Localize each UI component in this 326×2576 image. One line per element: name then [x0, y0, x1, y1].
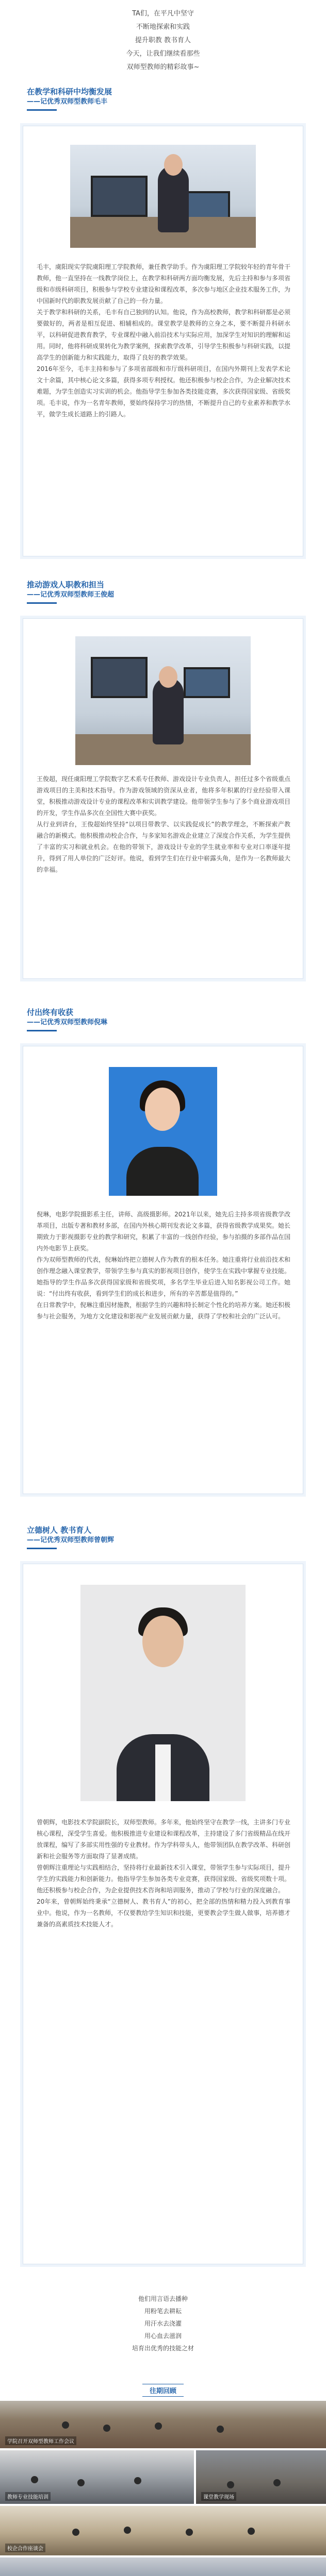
portrait-face [142, 1616, 184, 1667]
gallery-image[interactable] [196, 2450, 326, 2504]
closing-line: 用心血去滋润 [144, 2332, 182, 2340]
attendee-figure [124, 2527, 131, 2534]
attendee-figure [134, 2477, 141, 2484]
gallery-caption: 课堂教学现场 [201, 2492, 236, 2501]
attendee-figure [248, 2528, 255, 2535]
intro-line: 不断地探索和实践 [136, 23, 190, 31]
closing-line: 用粉笔去耕耘 [144, 2308, 182, 2315]
section-divider [27, 109, 57, 111]
section-text: 倪琳，电影学院摄影系主任，讲师、高级摄影师。2021年以来，她先后主持多项省级教学改革项目，出版专著和教材多部，在国内外核心期刊发表论文多篇，获得省级教学成果奖。她长期致力于影视摄影专业的教学和研究，积累了丰富的一线创作经验，参与拍摄的多部作品在国内外电影节上获奖。 作为双师型教师的代表，倪琳始终把立德树人作为教育的根本任务。她注重将行业前沿技术和创作理念融入课堂教学，带领学生参与真实的影视项目创作，使学生在实践中掌握专业技能。她指导的学生作品多次获得国家级和省级奖项，多名学生毕业后进入知名影视公司工作。她说：“付出终有收获，看到学生们的成长和进步，所有的辛苦都是值得的。” 在日常教学中，倪琳注重因材施教，根据学生的兴趣和特长制定个性化的培养方案。她还积极参与社会服务，为地方文化建设和影视产业发展贡献力量，获得了学校和社会的广泛认可。 [37, 1211, 291, 1320]
gallery-title [0, 2384, 326, 2397]
gallery-caption: 校企合作座谈会 [5, 2544, 45, 2552]
attendee-figure [186, 2529, 193, 2536]
attendee-figure [103, 2425, 110, 2432]
section-title: 立德树人 教书育人 [27, 1526, 92, 1535]
gallery-caption: 教师专业技能培训 [5, 2492, 51, 2501]
gallery-caption: 学院召开双师型教师工作会议 [5, 2436, 76, 2445]
section-title: 在教学和科研中均衡发展 [27, 87, 112, 96]
section-text: 毛丰，虞阳现实学院虞阳理工学院教师，兼任教学助手。作为虞阳理工学院较年轻的青年骨干教师，他一直坚持在一线教学岗位上，在教学和科研两方面均衡发展，先后主持和参与多项省级和市级科研项目，积极参与学校专业建设和课程改革，多次参与地区企业技术服务工作，为中国新时代的职教发展贡献了自己的一份力量。 关于教学和科研的关系，毛丰有自己独到的认知。他说，作为高校教师，教学和科研都是必须要做好的，两者是相互促进、相辅相成的。课堂教学是教师的立身之本，要不断提升科研水平，以科研促进教育教学，专业课程中融入前沿技术与实际应用，加深学生对知识的理解和运用。同时，他将科研成果转化为教学案例，探索教学改革，引导学生积极参与科研实践，以提高学生的创新能力和实践能力，取得了良好的教学效果。 2016年至今，毛丰主持和参与了多项省部级和市厅级科研项目，在国内外期刊上发表学术论文十余篇，其中核心论文多篇，获得多项专利授权。他还积极参与校企合作，为企业解决技术难题，为学生创造实习实训的机会。他指导学生参加各类技能竞赛，多次获得国家级、省级奖项。毛丰说，作为一名青年教师，要始终保持学习的热情，不断提升自己的专业素养和教学水平，做学生成长道路上的引路人。 [37, 263, 291, 418]
attendee-figure [155, 2422, 162, 2430]
section-card-ni [23, 1046, 303, 1494]
section-divider [27, 1548, 57, 1549]
portrait-photo [109, 1067, 217, 1196]
attendee-figure [217, 2426, 224, 2433]
screen-image [91, 657, 148, 698]
intro-block [0, 0, 326, 74]
section-subtitle: ——记优秀双师型教师曾朝辉 [27, 1536, 115, 1544]
section-divider [27, 1030, 57, 1031]
section-card-mao [23, 126, 303, 556]
portrait-body [126, 1147, 199, 1196]
attendee-figure [72, 2529, 79, 2536]
person-head [159, 666, 177, 688]
gallery-title-label: 往期回顾 [142, 2384, 184, 2397]
portrait-face [145, 1088, 180, 1131]
gallery-image[interactable] [0, 2557, 326, 2576]
attendee-figure [62, 2421, 69, 2429]
intro-line: 双师型教师的精彩故事~ [126, 63, 200, 71]
section-title: 付出终有收获 [27, 1008, 74, 1017]
classroom-photo [75, 636, 251, 765]
gallery-image[interactable] [0, 2401, 326, 2448]
section-text: 曾朝辉，电影技术学院副院长，双师型教师。多年来，他始终坚守在教学一线，主讲多门专业核心课程，深受学生喜爱。他积极推进专业建设和课程改革，主持建设了多门省级精品在线开放课程，编写了多部实用性强的专业教材。作为学科带头人，他带领团队在教学改革、科研创新和社会服务等方面取得了显著成绩。 曾朝辉注重理论与实践相结合，坚持将行业最新技术引入课堂，带领学生参与实际项目，提升学生的实践能力和创新能力。他指导学生参加各类专业竞赛，获得国家级、省级奖项数十项。他还积极参与校企合作，为企业提供技术咨询和培训服务，推动了学校与行业的深度融合。 20年来，曾朝辉始终秉承“立德树人、教书育人”的初心，把全部的热情和精力投入到教育事业中。他说，作为一名教师，不仅要教给学生知识和技能，更要教会学生做人做事，培养德才兼备的高素质技术技能人才。 [37, 1819, 291, 1928]
section-title: 推动游戏人职教和担当 [27, 580, 105, 589]
attendee-figure [77, 2479, 85, 2486]
person-head [164, 154, 183, 176]
section-card-zeng [23, 1564, 303, 2264]
gallery-image[interactable] [0, 2450, 194, 2504]
attendee-figure [273, 2479, 281, 2486]
monitor-image [91, 176, 148, 217]
section-card-wang [23, 618, 303, 979]
intro-line: 提升职教 教书育人 [135, 37, 191, 44]
office-photo [70, 145, 256, 248]
portrait-shirt [155, 1744, 171, 1801]
closing-line: 培育出优秀的技能之材 [132, 2345, 194, 2352]
section-subtitle: ——记优秀双师型教师王俊超 [27, 591, 115, 599]
intro-line: 今天，让我们继续看那些 [126, 50, 200, 58]
attendee-figure [227, 2481, 234, 2488]
portrait-photo [80, 1585, 246, 1801]
section-divider [27, 602, 57, 604]
intro-line: TA们，在平凡中坚守 [132, 10, 194, 18]
section-header-ni [27, 1007, 305, 1031]
section-subtitle: ——记优秀双师型教师毛丰 [27, 98, 108, 106]
gallery-image[interactable] [0, 2506, 326, 2555]
screen-image [184, 667, 230, 698]
section-subtitle: ——记优秀双师型教师倪琳 [27, 1019, 108, 1026]
section-header-mao [27, 87, 305, 111]
section-text: 王俊超，现任虞阳理工学院数字艺术系专任教师、游戏设计专业负责人，担任过多个省级重点游戏项目的主美和技术指导。作为游戏领域的资深从业者，他将多年积累的行业经验带入课堂，积极推动游戏设计专业的课程改革和实训教学建设。他带领学生参与了多个商业游戏项目的开发，学生作品多次在全国性大赛中获奖。 从行业到讲台，王俊超始终坚持“以项目带教学、以实践促成长”的教学理念，不断探索产教融合的新模式。他积极推动校企合作，与多家知名游戏企业建立了深度合作关系，为学生提供了丰富的实习和就业机会。在他的带领下，游戏设计专业的学生就业率和专业对口率逐年提升，得到了用人单位的广泛好评。他说，看到学生们在行业中崭露头角，是作为一名教师最大的幸福。 [37, 775, 291, 873]
closing-line: 用汗水去浇灌 [144, 2320, 182, 2327]
closing-line: 他们用言语去播种 [138, 2295, 188, 2302]
closing-block [0, 2293, 326, 2354]
attendee-figure [31, 2476, 38, 2483]
section-header-zeng [27, 1525, 305, 1549]
section-header-wang [27, 580, 305, 604]
